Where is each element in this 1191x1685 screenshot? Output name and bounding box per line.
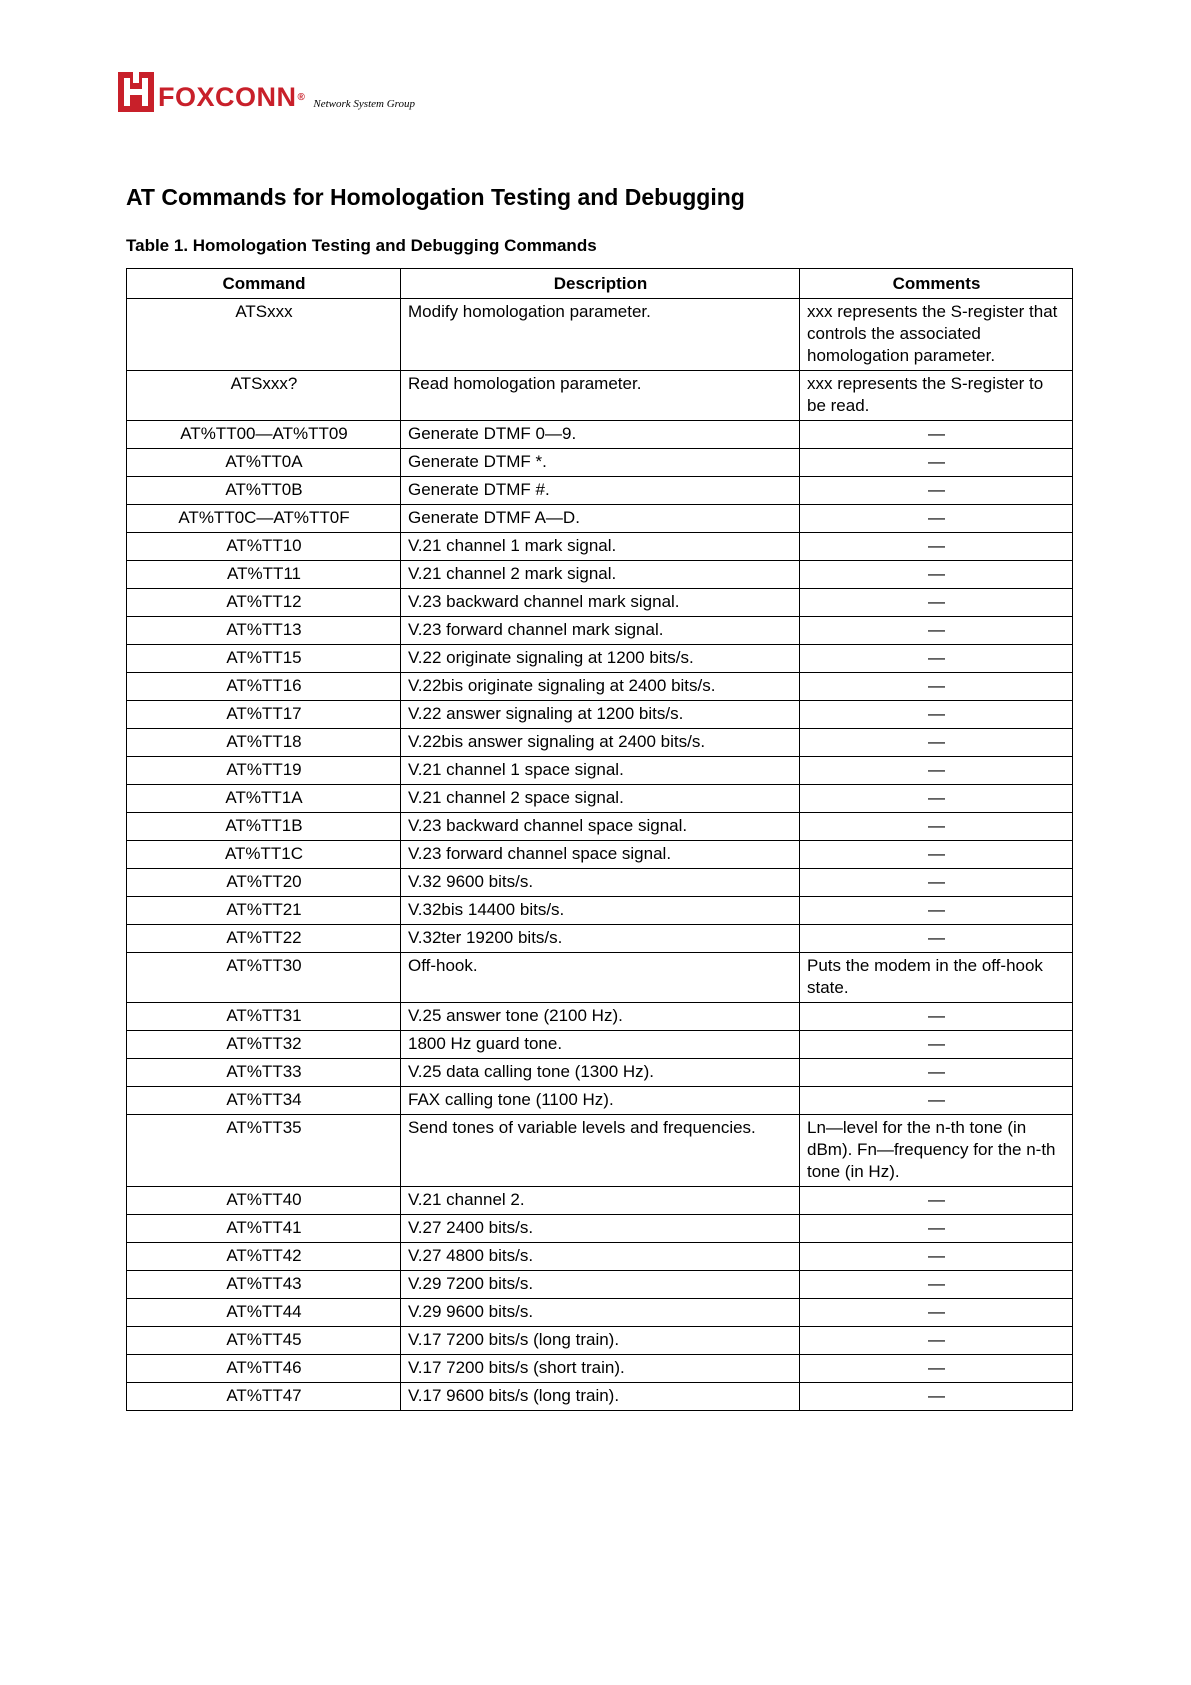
column-header-command: Command	[127, 269, 401, 299]
table-row	[127, 1299, 1073, 1327]
comments-cell: —	[800, 1187, 1073, 1215]
description-cell: Generate DTMF *.	[401, 449, 800, 477]
comments-cell: —	[800, 1059, 1073, 1087]
description-cell: V.25 data calling tone (1300 Hz).	[401, 1059, 800, 1087]
table-header-row	[127, 269, 1073, 299]
command-cell: AT%TT1A	[127, 785, 401, 813]
command-cell: AT%TT10	[127, 533, 401, 561]
table-row	[127, 505, 1073, 533]
comments-cell: —	[800, 505, 1073, 533]
command-cell: AT%TT17	[127, 701, 401, 729]
command-cell: AT%TT21	[127, 897, 401, 925]
table-row	[127, 1087, 1073, 1115]
table-row	[127, 1115, 1073, 1187]
table-row	[127, 371, 1073, 421]
description-cell: V.21 channel 1 mark signal.	[401, 533, 800, 561]
comments-cell: —	[800, 757, 1073, 785]
description-cell: V.21 channel 2.	[401, 1187, 800, 1215]
comments-cell: Ln—level for the n-th tone (in dBm). Fn—frequency for the n-th tone (in Hz).	[800, 1115, 1073, 1187]
command-cell: AT%TT31	[127, 1003, 401, 1031]
description-cell: V.23 forward channel space signal.	[401, 841, 800, 869]
command-cell: AT%TT0C—AT%TT0F	[127, 505, 401, 533]
table-row	[127, 785, 1073, 813]
table-row	[127, 925, 1073, 953]
description-cell: V.25 answer tone (2100 Hz).	[401, 1003, 800, 1031]
comments-cell: —	[800, 785, 1073, 813]
command-cell: AT%TT45	[127, 1327, 401, 1355]
comments-cell: Puts the modem in the off-hook state.	[800, 953, 1073, 1003]
comments-cell: —	[800, 589, 1073, 617]
table-caption: Table 1. Homologation Testing and Debugging Commands	[126, 236, 597, 255]
table-row	[127, 757, 1073, 785]
comments-cell: —	[800, 1243, 1073, 1271]
command-cell: AT%TT43	[127, 1271, 401, 1299]
command-cell: AT%TT20	[127, 869, 401, 897]
table-row	[127, 449, 1073, 477]
description-cell: V.17 7200 bits/s (short train).	[401, 1355, 800, 1383]
command-cell: AT%TT46	[127, 1355, 401, 1383]
command-cell: AT%TT34	[127, 1087, 401, 1115]
table-row	[127, 1327, 1073, 1355]
comments-cell: —	[800, 1327, 1073, 1355]
description-cell: Off-hook.	[401, 953, 800, 1003]
command-cell: AT%TT0A	[127, 449, 401, 477]
comments-cell: —	[800, 1299, 1073, 1327]
description-cell: Generate DTMF A—D.	[401, 505, 800, 533]
comments-cell: —	[800, 701, 1073, 729]
foxconn-logo-icon	[118, 72, 154, 112]
command-cell: AT%TT42	[127, 1243, 401, 1271]
table-row	[127, 477, 1073, 505]
description-cell: V.22 originate signaling at 1200 bits/s.	[401, 645, 800, 673]
column-header-description: Description	[401, 269, 800, 299]
command-cell: AT%TT0B	[127, 477, 401, 505]
table-row	[127, 533, 1073, 561]
command-cell: AT%TT33	[127, 1059, 401, 1087]
description-cell: V.29 9600 bits/s.	[401, 1299, 800, 1327]
command-cell: AT%TT44	[127, 1299, 401, 1327]
table-row	[127, 589, 1073, 617]
comments-cell: —	[800, 533, 1073, 561]
command-cell: AT%TT40	[127, 1187, 401, 1215]
comments-cell: —	[800, 1003, 1073, 1031]
description-cell: Generate DTMF 0—9.	[401, 421, 800, 449]
command-cell: AT%TT35	[127, 1115, 401, 1187]
description-cell: V.27 4800 bits/s.	[401, 1243, 800, 1271]
command-cell: AT%TT1B	[127, 813, 401, 841]
comments-cell: —	[800, 1031, 1073, 1059]
command-cell: AT%TT32	[127, 1031, 401, 1059]
command-cell: AT%TT13	[127, 617, 401, 645]
table-row	[127, 1187, 1073, 1215]
table-row	[127, 1243, 1073, 1271]
description-cell: Send tones of variable levels and frequencies.	[401, 1115, 800, 1187]
command-cell: AT%TT19	[127, 757, 401, 785]
description-cell: V.22bis originate signaling at 2400 bits/s.	[401, 673, 800, 701]
table-row	[127, 617, 1073, 645]
command-cell: AT%TT41	[127, 1215, 401, 1243]
comments-cell: —	[800, 1271, 1073, 1299]
command-cell: AT%TT22	[127, 925, 401, 953]
comments-cell: —	[800, 1383, 1073, 1411]
page-header	[118, 72, 415, 112]
table-row	[127, 673, 1073, 701]
table-row	[127, 645, 1073, 673]
comments-cell: —	[800, 729, 1073, 757]
description-cell: V.32bis 14400 bits/s.	[401, 897, 800, 925]
table-row	[127, 1271, 1073, 1299]
command-cell: ATSxxx?	[127, 371, 401, 421]
comments-cell: xxx represents the S-register that controls the associated homologation parameter.	[800, 299, 1073, 371]
description-cell: FAX calling tone (1100 Hz).	[401, 1087, 800, 1115]
table-row	[127, 897, 1073, 925]
comments-cell: —	[800, 1215, 1073, 1243]
comments-cell: —	[800, 841, 1073, 869]
table-row	[127, 953, 1073, 1003]
brand-name: FOXCONN®	[158, 82, 306, 112]
table-row	[127, 1355, 1073, 1383]
command-cell: AT%TT12	[127, 589, 401, 617]
table-row	[127, 421, 1073, 449]
description-cell: V.17 7200 bits/s (long train).	[401, 1327, 800, 1355]
group-name: Network System Group	[313, 98, 416, 110]
comments-cell: —	[800, 813, 1073, 841]
table-row	[127, 1003, 1073, 1031]
description-cell: V.23 backward channel space signal.	[401, 813, 800, 841]
page-title: AT Commands for Homologation Testing and Debugging	[126, 184, 745, 210]
comments-cell: —	[800, 477, 1073, 505]
description-cell: V.21 channel 2 mark signal.	[401, 561, 800, 589]
comments-cell: —	[800, 449, 1073, 477]
description-cell: V.23 forward channel mark signal.	[401, 617, 800, 645]
description-cell: V.22bis answer signaling at 2400 bits/s.	[401, 729, 800, 757]
table-row	[127, 841, 1073, 869]
table-row	[127, 1059, 1073, 1087]
comments-cell: —	[800, 1087, 1073, 1115]
comments-cell: —	[800, 925, 1073, 953]
description-cell: V.17 9600 bits/s (long train).	[401, 1383, 800, 1411]
comments-cell: —	[800, 617, 1073, 645]
comments-cell: —	[800, 421, 1073, 449]
command-cell: AT%TT00—AT%TT09	[127, 421, 401, 449]
description-cell: V.21 channel 1 space signal.	[401, 757, 800, 785]
command-cell: AT%TT18	[127, 729, 401, 757]
description-cell: Modify homologation parameter.	[401, 299, 800, 371]
comments-cell: —	[800, 869, 1073, 897]
description-cell: V.32ter 19200 bits/s.	[401, 925, 800, 953]
command-cell: AT%TT47	[127, 1383, 401, 1411]
table-row	[127, 561, 1073, 589]
description-cell: Generate DTMF #.	[401, 477, 800, 505]
table-row	[127, 813, 1073, 841]
comments-cell: —	[800, 897, 1073, 925]
table-row	[127, 1215, 1073, 1243]
comments-cell: xxx represents the S-register to be read.	[800, 371, 1073, 421]
comments-cell: —	[800, 673, 1073, 701]
table-row	[127, 299, 1073, 371]
table-row	[127, 869, 1073, 897]
comments-cell: —	[800, 561, 1073, 589]
description-cell: V.23 backward channel mark signal.	[401, 589, 800, 617]
command-cell: ATSxxx	[127, 299, 401, 371]
description-cell: 1800 Hz guard tone.	[401, 1031, 800, 1059]
description-cell: V.27 2400 bits/s.	[401, 1215, 800, 1243]
command-cell: AT%TT15	[127, 645, 401, 673]
table-row	[127, 729, 1073, 757]
table-row	[127, 701, 1073, 729]
command-cell: AT%TT16	[127, 673, 401, 701]
description-cell: V.22 answer signaling at 1200 bits/s.	[401, 701, 800, 729]
command-cell: AT%TT11	[127, 561, 401, 589]
column-header-comments: Comments	[800, 269, 1073, 299]
table-row	[127, 1383, 1073, 1411]
comments-cell: —	[800, 1355, 1073, 1383]
description-cell: V.29 7200 bits/s.	[401, 1271, 800, 1299]
description-cell: V.32 9600 bits/s.	[401, 869, 800, 897]
command-cell: AT%TT30	[127, 953, 401, 1003]
command-cell: AT%TT1C	[127, 841, 401, 869]
table-row	[127, 1031, 1073, 1059]
description-cell: V.21 channel 2 space signal.	[401, 785, 800, 813]
commands-table	[126, 268, 1073, 1411]
comments-cell: —	[800, 645, 1073, 673]
description-cell: Read homologation parameter.	[401, 371, 800, 421]
